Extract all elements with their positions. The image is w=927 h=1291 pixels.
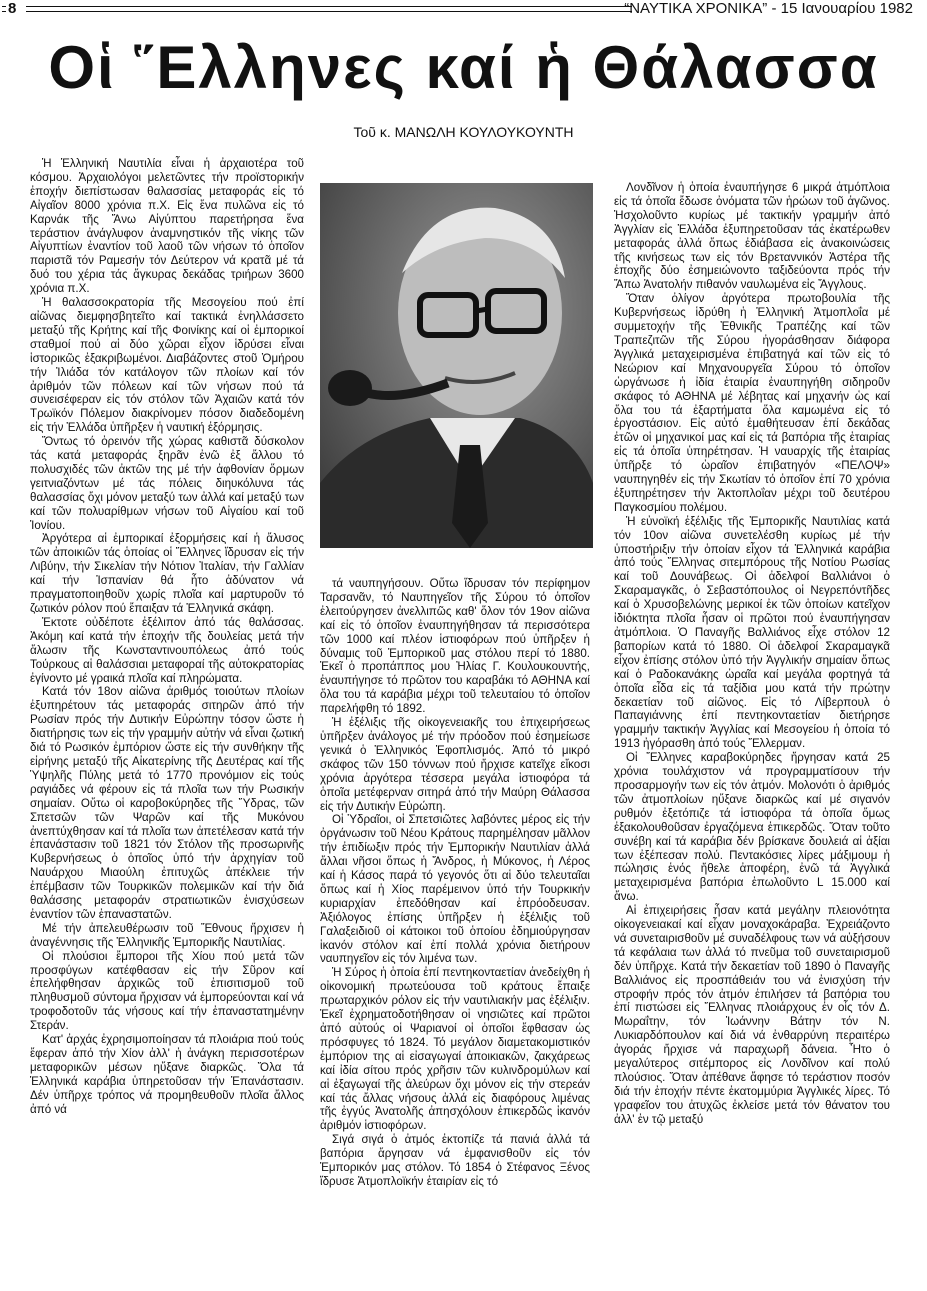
publication-line: “ΝΑΥΤΙΚΑ ΧΡΟΝΙΚΑ” - 15 Ιανουαρίου 1982 — [624, 0, 913, 17]
header-rule — [26, 6, 632, 12]
paragraph: Ἐκτοτε οὐδέποτε ἐξέλιπον ἀπό τάς θαλάσσας. Ἀκόμη καί κατά τήν ἐποχήν τῆς δουλείας μετά τήν ἅλωσιν τῆς Κωνσταντινουπόλεως ἀπό τούς Τούρκους αἱ θαλάσσιαι μεταφοραί τῆς αὐτοκρατορίας ἐγίνοντο μέ γραικά πλοῖα καί πληρώματα. — [30, 615, 304, 685]
paragraph: τά ναυπηγήσουν. Οὕτω ἵδρυσαν τόν περίφημον Ταρσανᾶν, τό Ναυπηγεῖον τῆς Σύρου τό ὁποῖον ἐλειτούργησεν ἀνελλιπῶς καθ' ὅλον τόν 19ον αἰῶνα καί εἰς τό ὁποῖον ἐναυπηγήθησαν τά περισσότερα τῶν 1000 καί πλέον ἱστιοφόρων πού ὑπῆρξεν ἡ δύναμις τοῦ Ἐμπορικοῦ μας στόλου περί τό 1880. Ἐκεῖ ὁ προπάππος μου Ἠλίας Γ. Κουλουκουντής, ἐναυπήγησε τό πρῶτον του καραβάκι τό ΑΘΗΝΑ καί ὅλα του τά καράβια μέχρι τοῦ τελευταίου τό ὁποῖον παρελήφθη τό 1892. — [320, 577, 590, 716]
paragraph: Ἡ Σύρος ἡ ὁποία ἐπί πεντηκονταετίαν ἀνεδείχθη ἡ οἰκονομική πρωτεύουσα τοῦ κράτους ἔπαιξε πρωταρχικόν ρόλον εἰς τήν ναυτιλιακήν μας ἐξέλιξιν. Ἐκεῖ ἐχρηματοδοτήθησαν οἱ νησιῶτες καί πρῶτοι ἀπό αὐτούς οἱ Ψαριανοί οἱ ὁποῖοι ἔφθασαν ὡς πρόσφυγες τό 1824. Τό μεγάλον διαμετακομιστικόν ἐμπόριον της αἱ εἰσαγωγαί ἀποικιακῶν, ζακχάρεως καί ἰδία σίτου πρός χρῆσιν τῶν κυλινδρομύλων καί αἱ ἐξαγωγαί τῆς ἀλεύρων ὄχι μόνον εἰς τήν στερεάν καί τάς ἄλλας νήσους ἀλλά εἰς διαφόρους λιμένας τῆς ἐγγύς Ἀνατολῆς ἀπησχόλουν ἐπικερδῶς ἱκανόν ἀριθμόν ἱστιοφόρων. — [320, 966, 590, 1133]
article-byline: Τοῦ κ. ΜΑΝΩΛΗ ΚΟΥΛΟΥΚΟΥΝΤΗ — [353, 124, 574, 140]
paragraph: Ἡ ἐξέλιξις τῆς οἰκογενειακῆς του ἐπιχειρήσεως ὑπῆρξεν ἀνάλογος μέ τήν πρόοδον πού ἐσημείωσε γενικά ὁ Ἑλληνικός Ἐφοπλισμός. Ἀπό τό μικρό σκάφος τῶν 150 τόννων πού ἤρχισε κατεῖχε εἴκοσι χρόνια ἀργότερα τέσσερα μεγάλα ἱστιοφόρα τά ὁποῖα μετέφερναν σιτηρά ἀπό τήν Μαύρη Θάλασσα εἰς τήν Δυτικήν Εὐρώπη. — [320, 716, 590, 813]
article-title: Οἱ ῞Ελληνες καί ἡ Θάλασσα — [48, 34, 879, 101]
paragraph: Λονδῖνον ἡ ὁποία ἐναυπήγησε 6 μικρά ἀτμόπλοια εἰς τά ὁποῖα ἔδωσε ὀνόματα τῶν ἡρώων τοῦ ἀγῶνος. Ἠσχολοῦντο κυρίως μέ τακτικήν γραμμήν ἀπό Ἀγγλίαν εἰς Ἑλλάδα ἐξυπηρετοῦσαν τάς ἑκατέρωθεν μεταφοράς ἀλλά ὅπως ἐδιάβασα εἰς ἀνακοινώσεις τῆς κινήσεως των εἰς τόν Βρεταννικόν Ἀστέρα τῆς ἐποχῆς δύο ἐσημειώνοντο ταξιδεύοντα πρός τήν Ἄπω Ἀνατολήν πιθανόν ναυλωμένα εἰς Ἄγγλους. — [614, 181, 890, 292]
header-rule-left — [2, 6, 6, 12]
paragraph: Ὅταν ὀλίγον ἀργότερα πρωτοβουλία τῆς Κυβερνήσεως ἱδρύθη ἡ Ἑλληνική Ἀτμοπλοΐα μέ συμμετοχήν τῆς Ἐθνικῆς Τραπέζης καί τῶν Τραπεζιτῶν τῆς Σύρου ἠγοράσθησαν διάφορα Ἀγγλικά μεταχειρισμένα ἐπιβατηγά καί τῶν εἰς τό Νεώριον καί Μηχανουργεῖα Σύρου τό ὁποῖον ὠργάνωσε ἡ ἰδία ἑταιρία ἐναυπηγήθη σιδηροῦν σκάφος τό ΑΘΗΝΑ μέ λέβητας καί μηχανήν ὡς καί ὅλα του τά ἐξαρτήματα ὅλα καμωμένα εἰς τό ἐργοστάσιον. Εἰς αὐτό ἐμαθήτευσαν ἐπί δεκάδας ἐτῶν οἱ μηχανικοί μας καί εἰς τά βαπόρια τῆς ἑταιρίας εἰς τά ὁποῖα ὑπηρέτησαν. Ἡ ναυαρχίς τῆς ἑταιρίας ὑπῆρξε τό ὡραῖον ἐπιβατηγόν «ΠΕΛΟΨ» ναυπηγηθέν εἰς τήν Σκωτίαν τό ὁποῖον ἐπί 70 χρόνια ἐξυπηρέτησεν τήν Ἀκτοπλοΐαν μέχρι τοῦ δευτέρου Παγκοσμίου πολέμου. — [614, 292, 890, 514]
paragraph: Ἡ θαλασσοκρατορία τῆς Μεσογείου πού ἐπί αἰῶνας διεμφησβητεῖτο καί τακτικά ἐνηλλάσσετο μεταξύ τῆς Κρήτης καί τῆς Φοινίκης καί οἱ ἐμπορικοί σταθμοί πού αἱ δύο χῶραι εἶχον ἱδρύσει εἶναι ἱστορικῶς ἐξακριβωμένοι. Διαβάζοντες στοῦ Ὁμήρου τήν Ἰλιάδα τόν κατάλογον τῶν πλοίων καί τόν ἀριθμόν τῶν πόλεων καί τῶν νήσων πού τά συνεισέφεραν εἰς τόν στόλον τῶν Ἀχαιῶν κατά τόν Τρωϊκόν Πόλεμον διακρίνομεν πόσον διαδεδομένη εἰς τήν Ἑλλάδα ὑπῆρξεν ἡ ναυτική ἐξόρμησις. — [30, 296, 304, 435]
article-column-2 — [320, 577, 590, 1189]
paragraph: Οἱ Ἕλληνες καραβοκύρηδες ἤργησαν κατά 25 χρόνια τουλάχιστον νά προγραμματίσουν τήν προσαρμογήν των εἰς τόν ἀτμόν. Μολονότι ὁ ἀριθμός τῶν ἀτμοπλοίων ηὔξανε διαρκῶς καί μέ σιγανόν ρυθμόν ἐξετόπιζε τά ἱστιοφόρα τά ὁποῖα ὅμως ἐξακολουθοῦσαν ἐργαζόμενα ἐπικερδῶς. Ὅταν τοῦτο συνέβη καί τά καράβια δέν βρίσκανε δουλειά αἱ ἀξίαι των ἐξέπεσαν πολύ. Πεντακόσιες λίρες μάξιμουμ ἡ πώλησις ἑνός ἤθελε ἀποφέρη, ἐνῶ τά Ἀγγλικά μεταχειρισμένα βαπόρια ἐπωλοῦντο L 15.000 καί ἄνω. — [614, 751, 890, 904]
paragraph: Οἱ Ὑδραῖοι, οἱ Σπετσιῶτες λαβόντες μέρος εἰς τήν ὀργάνωσιν τοῦ Νέου Κράτους παρημέλησαν μᾶλλον τήν ἐπιδίωξιν πρός τήν Ἐμπορικήν Ναυτιλίαν ἀλλά ἄλλαι νῆσοι ὅπως ἡ Ἄνδρος, ἡ Μύκονος, ἡ Λέρος καί ἡ Κάσος παρά τό γεγονός ὅτι αἱ δύο τελευταῖαι ὅπως καί ἡ Χίος παρέμεινον ὑπό τήν Τουρκικήν κυριαρχίαν ἐπεδόθησαν καί ἐπρόοδευσαν. Ἀξιόλογος ἐπίσης ὑπῆρξεν ἡ ἐξέλιξις τοῦ Γαλαξειδιοῦ οἱ κάτοικοι τοῦ ὁποίου ἐδημιούργησαν ἱκανόν στόλον καί ἐπί πολλά χρόνια διετήρουν ναυπηγεῖον εἰς τόν λιμένα των. — [320, 813, 590, 966]
paragraph: Ἀργότερα αἱ ἐμπορικαί ἐξορμήσεις καί ἡ ἄλυσος τῶν ἀποικιῶν τάς ὁποίας οἱ Ἕλληνες ἵδρυσαν εἰς τήν Λιβύην, τήν Σικελίαν τήν Νότιον Ἰταλίαν, τήν Γαλλίαν καί τήν Ἱσπανίαν θά ἦτο ἀδύνατον νά πραγματοποιηθοῦν χωρίς πλοῖα καί μαρτυροῦν τό ζωτικόν ρόλον πού ἔπαιξαν τά Ἑλληνικά σκάφη. — [30, 532, 304, 615]
page-number: 8 — [8, 0, 17, 17]
paragraph: Ὄντως τό ὀρεινόν τῆς χώρας καθιστᾶ δύσκολον τάς κατά μεταφοράς ξηρᾶν ἐνῶ ἐξ ἄλλου τό πολυσχιδές τῶν ἀκτῶν της μέ τήν ἀφθονίαν ὅρμων γειτνιαζόντων μέ τάς πόλεις διηυκόλυνα τάς θαλασσίας ὄχι μόνον μεταξύ των ἀλλά καί μεταξύ των καί τῶν πολυαρίθμων νήσων τοῦ Αἰγαίου καί τοῦ Ἰονίου. — [30, 435, 304, 532]
author-portrait-photo — [320, 183, 593, 548]
article-column-3 — [614, 181, 890, 1127]
paragraph: Μέ τήν ἀπελευθέρωσιν τοῦ Ἔθνους ἤρχισεν ἡ ἀναγέννησις τῆς Ἑλληνικῆς Ἐμπορικῆς Ναυτιλίας. — [30, 921, 304, 949]
paragraph: Οἱ πλούσιοι ἔμποροι τῆς Χίου πού μετά τῶν προσφύγων κατέφθασαν εἰς τήν Σῦρον καί ἐπελήφθησαν ἀρχικῶς τοῦ ἐπισιτισμοῦ τοῦ πληθυσμοῦ σύντομα ἤρχισαν νά ἐμπορεύονται καί νά τροφοδοτοῦν τάς νήσους καί τήν ἐπαναστατημένην Στεράν. — [30, 949, 304, 1033]
paragraph: Ἡ εὐνοϊκή ἐξέλιξις τῆς Ἐμπορικῆς Ναυτιλίας κατά τόν 10ον αἰῶνα συνετελέσθη κυρίως μέ τήν ὑποστήριξιν τήν ὁποίαν εἶχον τά Ἑλληνικά καράβια ἀπό τούς Ἕλληνας σιτεμπόρους τῆς Νοτίου Ρωσίας καί τοῦ Δουνάβεως. Οἱ ἀδελφοί Βαλλιάνοι ὁ Σκαραμαγκᾶς, ὁ Σεβαστόπουλος οἱ Νεγρεπόντῆδες καί ὁ Χρυσοβελώνης μερικοί ἐκ τῶν ὁποίων κατεῖχον ἰδιόκτητα πλοῖα ἦσαν οἱ πρῶτοι πού ἐναυπήγησαν ἀτμόπλοια. Ὁ Παναγῆς Βαλλιάνος εἶχε στόλον 12 βαπορίων κατά τό 1880. Οἱ ἀδελφοί Σκαραμαγκᾶ εἶχον ἐπίσης στόλον ὑπό τήν Ἀγγλικήν σημαίαν ὅπως καί ὁ Ραδοκανάκης ὡραῖα καί μεγάλα φορτηγά τά ὁποῖα εἶδα εἰς τά ταξίδια μου κατά τήν πρώτην δεκαετίαν τοῦ αἰῶνος. Εἰς τό Λίβερπουλ ὁ Παπαγιάννης ἐπί πεντηκονταετίαν διετήρησε γραμμήν τακτικήν Ἀγγλίας καί Μεσογείου ἡ ὁποία τό 1913 ἠγόρασθη ἀπό τούς Ἕλλερμαν. — [614, 514, 890, 751]
paragraph: Κατά τόν 18ον αἰῶνα ἀριθμός τοιούτων πλοίων ἐξυπηρέτουν τάς μεταφοράς σιτηρῶν ἀπό τήν Ρωσίαν πρός τήν Δυτικήν Εὐρώπην τόσον ὥστε ἡ διατήρησις των εἰς τήν γραμμήν αὐτήν νά εἶναι ζωτική διά τό Ρωσικόν ἐμπόριον ὥστε εἰς τήν συνθήκην τῆς εἰρήνης μεταξύ τῆς Αἰκατερίνης τῆς Δευτέρας καί τῆς Ὑψηλῆς Πύλης μετά τό 1770 προνόμιον εἰς τούς ραγιάδες νά φέρουν εἰς τά πλοῖα των τήν Ρωσικήν σημαίαν. Οὕτω οἱ καροβοκύρηδες τῆς Ὕδρας, τῶν Σπετσῶν τῶν Ψαρῶν καί τῆς Μυκόνου ἀνεπτύχθησαν καί τά πλοῖα των ἀπετέλεσαν κατά τήν ἐπανάστασιν τοῦ 1821 τόν Στόλον τῆς προσωρινῆς Κυβερνήσεως ὁ ὁποῖος ὑπό τήν ἀρχηγίαν τοῦ Ναυάρχου Μιαούλη ἐπιτυχῶς ἀπέκλειε τήν ἐπέμβασιν τῶν Τουρκικῶν πολεμικῶν καί τήν διά θαλάσσης μεταφοράν στρατιωτικῶν ἐνισχύσεων ἐναντίον τῶν ἐπαναστατῶν. — [30, 685, 304, 921]
paragraph: Ἡ Ἑλληνική Ναυτιλία εἶναι ἡ ἀρχαιοτέρα τοῦ κόσμου. Ἀρχαιολόγοι μελετῶντες τήν προϊστορικήν ἐποχήν διεπίστωσαν θαλασσίας μεταφοράς εἰς τό Αἰγαῖον 8000 χρόνια π.Χ. Εἰς ἕνα πυλῶνα εἰς τό Καρνάκ τῆς Ἄνω Αἰγύπτου παρετήρησα ἕνα τεράστιον ἀνάγλυφον ἀναμνηστικόν τῆς νίκης τῶν Αἰγυπτίων ἐναντίον τοῦ λαοῦ τῶν νήσων τό ὁποῖον παριστᾶ τόν Ραμεσήν τόν Δεύτερον νά κρατᾶ μέ τά δυό του χέρια τάς ἄγκυρας δεκάδας τριήρων 3600 χρόνια π.Χ. — [30, 157, 304, 296]
paragraph: Κατ' ἀρχάς ἐχρησιμοποίησαν τά πλοιάρια πού τούς ἔφεραν ἀπό τήν Χίον ἀλλ' ἡ ἀνάγκη περισσοτέρων μεταφορικῶν μέσων ηὔξανε διαρκῶς. Ὅλα τά Ἑλληνικά καράβια ὑπηρετοῦσαν τήν Ἐπανάστασιν. Δέν ὑπῆρχε τρόπος νά προμηθευθοῦν πλοῖα ἄλλος ἀπό νά — [30, 1033, 304, 1116]
paragraph: Αἱ ἐπιχειρήσεις ἦσαν κατά μεγάλην πλειονότητα οἰκογενειακαί καί εἶχαν μοναχοκάραβα. Ἐχρειάζοντο νά συνεταιρισθοῦν μέ συναδέλφους των νά αὐξήσουν τά κεφάλαια των ἀλλά τό πνεῦμα τοῦ συνεταιρισμοῦ δέν ὑπῆρχε. Κατά τήν δεκαετίαν τοῦ 1890 ὁ Παναγῆς Βαλλιάνος εἰς προσπάθειάν του νά ἐνισχύση τήν στροφήν πρός τόν ἀτμόν ἐπιλήσεν τά βαπόρια του ἐπί πιστώσει εἰς Ἕλληνας πλοιάρχους ἐν οἷς τόν Δ. Μωραΐτην, τόν Ἰωάννην Βάτην τόν Ν. Λυκιαρδόπουλον καί διά νά ἐνθαρρύνη περαιτέρω ἀγοράς ἤρχισε νά παραχωρῆ δάνεια. Ἦτο ὁ μεγαλύτερος σιτέμπορος εἰς Λονδῖνον καί πολύ πλούσιος. Ὅταν ἀπέθανε ἄφησε τό τεράστιον ποσόν διά τήν ἐποχήν πέντε ἑκατομμύρια Ἀγγλικές λίρες. Τό γραφεῖον του ἀτυχῶς ἐκλείσε μετά τόν θάνατον του ἀλλ' ἐν τῷ μεταξύ — [614, 904, 890, 1126]
portrait-illustration — [320, 183, 593, 548]
page-header — [0, 0, 927, 22]
paragraph: Σιγά σιγά ὁ ἀτμός ἐκτοπίζε τά πανιά ἀλλά τά βαπόρια ἄργησαν νά ἐμφανισθοῦν εἰς τόν Ἐμπορικόν μας στόλον. Τό 1854 ὁ Στέφανος Ξένος ἵδρυσε Ἀτμοπλοϊκήν ἑταιρίαν εἰς τό — [320, 1133, 590, 1188]
article-column-1 — [30, 157, 304, 1117]
